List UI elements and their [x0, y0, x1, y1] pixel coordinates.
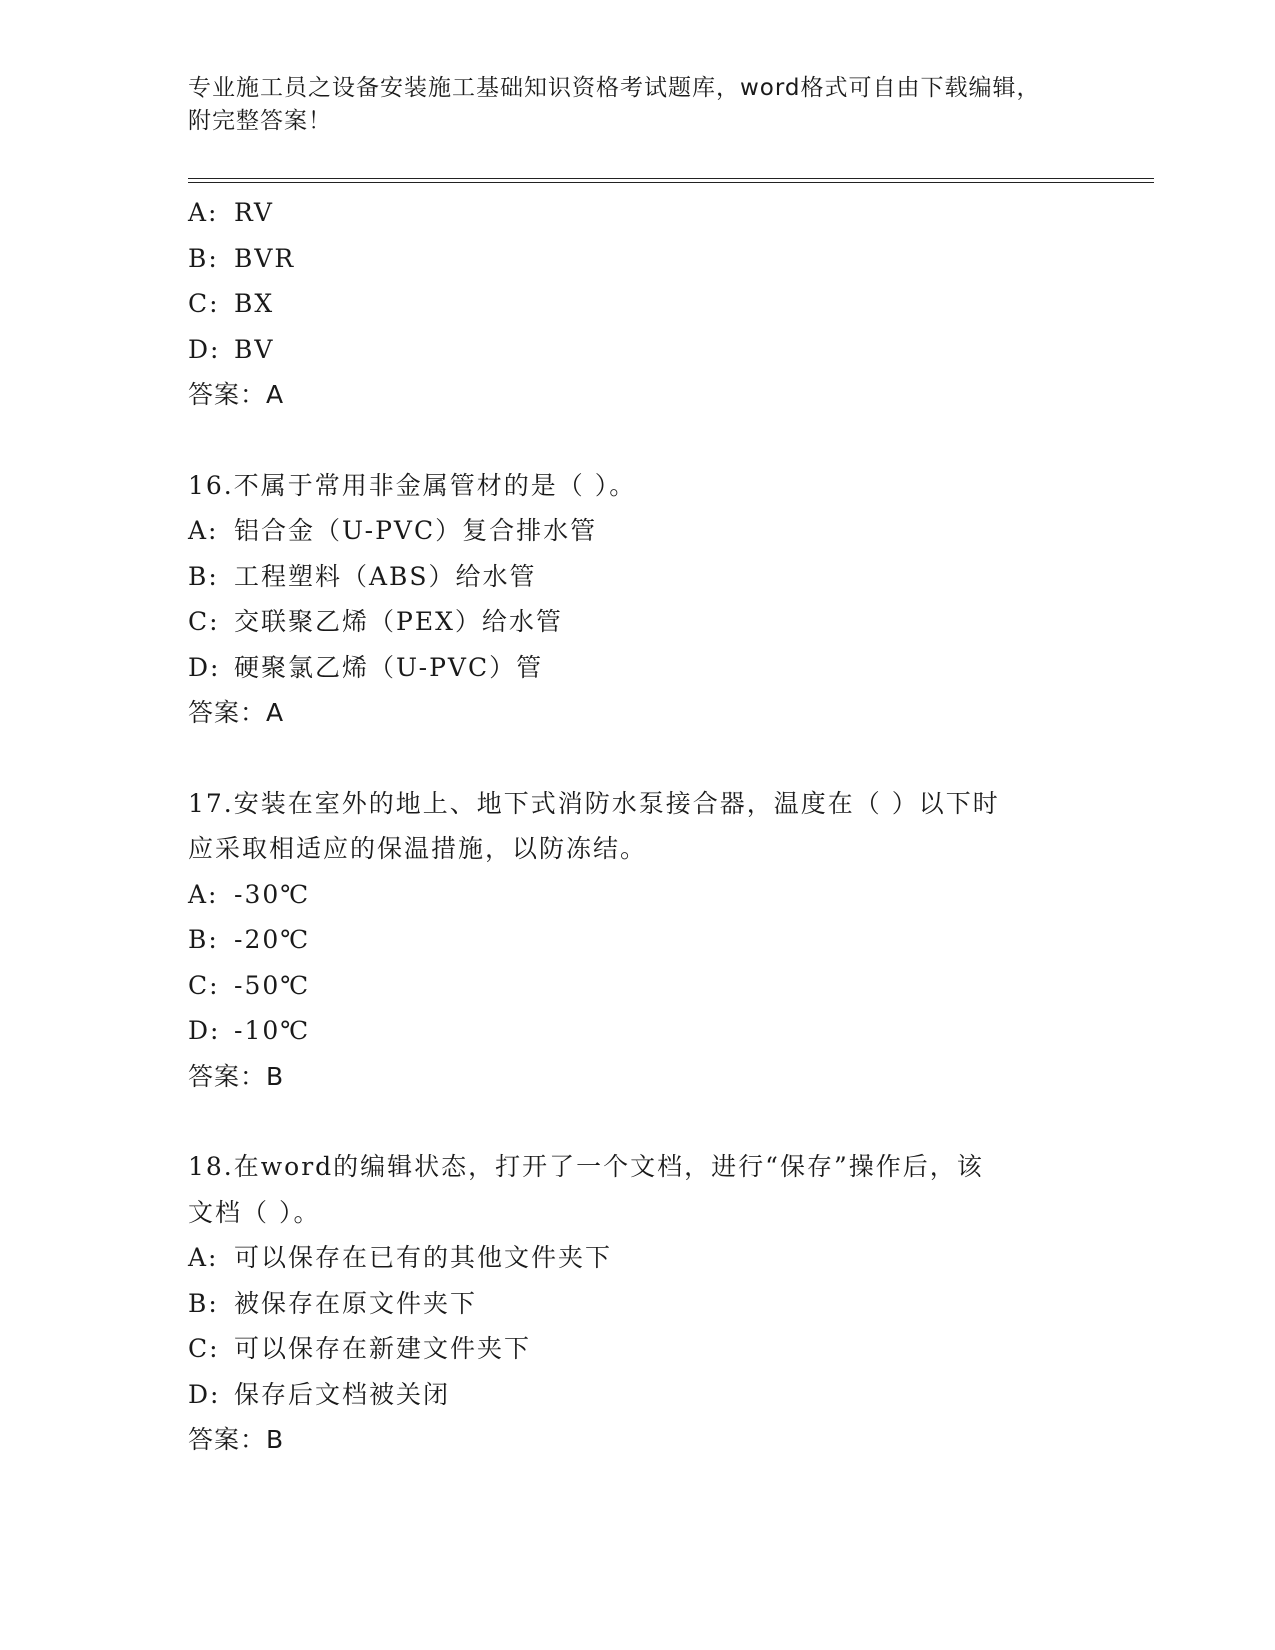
option-b — [188, 917, 1088, 963]
header-title-line-2: 附完整答案！ — [188, 108, 332, 134]
option-b — [188, 236, 1088, 282]
question-stem: 16.不属于常用非金属管材的是（ ）。 — [188, 470, 637, 500]
answer-line: 答案：B — [188, 1061, 285, 1091]
option-text: 硬聚氯乙烯（U-PVC）管 — [234, 652, 544, 682]
option-letter: A: — [188, 516, 219, 545]
option-text: RV — [234, 198, 274, 227]
option-text: -10℃ — [234, 1016, 311, 1045]
option-text: 保存后文档被关闭 — [234, 1379, 451, 1409]
option-letter: B: — [188, 1288, 219, 1318]
option-text: 可以保存在新建文件夹下 — [234, 1334, 532, 1363]
option-c — [188, 281, 1088, 327]
header-double-rule — [188, 178, 1154, 183]
option-b — [188, 554, 1088, 600]
option-letter: C: — [188, 289, 220, 318]
question-15 — [188, 190, 1088, 418]
question-stem-line-2: 文档（ ）。 — [188, 1197, 321, 1227]
option-letter: A: — [188, 198, 219, 227]
option-letter: C: — [188, 970, 220, 1000]
option-c — [188, 599, 1088, 645]
option-d — [188, 1372, 1088, 1418]
option-d — [188, 645, 1088, 691]
option-letter: D: — [188, 652, 221, 682]
option-a — [188, 872, 1088, 918]
question-16 — [188, 463, 1088, 736]
option-letter: D: — [188, 334, 221, 364]
answer-line: 答案：B — [188, 1425, 285, 1454]
option-text: 交联聚乙烯（PEX）给水管 — [234, 607, 563, 636]
question-stem-line-2: 应采取相适应的保温措施，以防冻结。 — [188, 834, 648, 863]
question-stem-line-1: 18.在word的编辑状态，打开了一个文档，进行“保存”操作后，该 — [188, 1152, 984, 1181]
option-letter: D: — [188, 1016, 221, 1045]
document-header — [188, 72, 1068, 138]
header-title-line-1: 专业施工员之设备安装施工基础知识资格考试题库，word格式可自由下载编辑， — [188, 75, 1041, 101]
answer-line: 答案：A — [188, 698, 285, 727]
answer-line: 答案：A — [188, 380, 285, 409]
question-stem-line-1: 17.安装在室外的地上、地下式消防水泵接合器，温度在（ ）以下时 — [188, 788, 1000, 818]
option-a — [188, 508, 1088, 554]
option-text: -50℃ — [234, 970, 311, 1000]
option-text: 被保存在原文件夹下 — [234, 1288, 478, 1318]
question-18 — [188, 1144, 1088, 1463]
option-letter: A: — [188, 1243, 219, 1272]
option-text: 可以保存在已有的其他文件夹下 — [234, 1243, 613, 1272]
option-text: BV — [234, 334, 275, 364]
option-letter: A: — [188, 879, 219, 909]
option-b — [188, 1281, 1088, 1327]
option-text: 铝合金（U-PVC）复合排水管 — [234, 516, 598, 545]
option-a — [188, 1235, 1088, 1281]
question-17 — [188, 781, 1088, 1100]
option-text: -20℃ — [234, 925, 311, 954]
option-letter: B: — [188, 561, 219, 591]
option-text: -30℃ — [234, 879, 311, 909]
option-letter: C: — [188, 607, 220, 636]
option-text: BVR — [234, 243, 296, 273]
question-list — [188, 190, 1088, 1463]
option-c — [188, 963, 1088, 1009]
option-d — [188, 1008, 1088, 1054]
option-letter: B: — [188, 925, 219, 954]
spacer — [188, 736, 1088, 781]
option-letter: B: — [188, 243, 219, 273]
spacer — [188, 1099, 1088, 1144]
spacer — [188, 418, 1088, 463]
option-text: 工程塑料（ABS）给水管 — [234, 561, 537, 591]
option-c — [188, 1326, 1088, 1372]
option-letter: C: — [188, 1334, 220, 1363]
option-d — [188, 327, 1088, 373]
option-text: BX — [234, 289, 275, 318]
option-a — [188, 190, 1088, 236]
option-letter: D: — [188, 1379, 221, 1409]
